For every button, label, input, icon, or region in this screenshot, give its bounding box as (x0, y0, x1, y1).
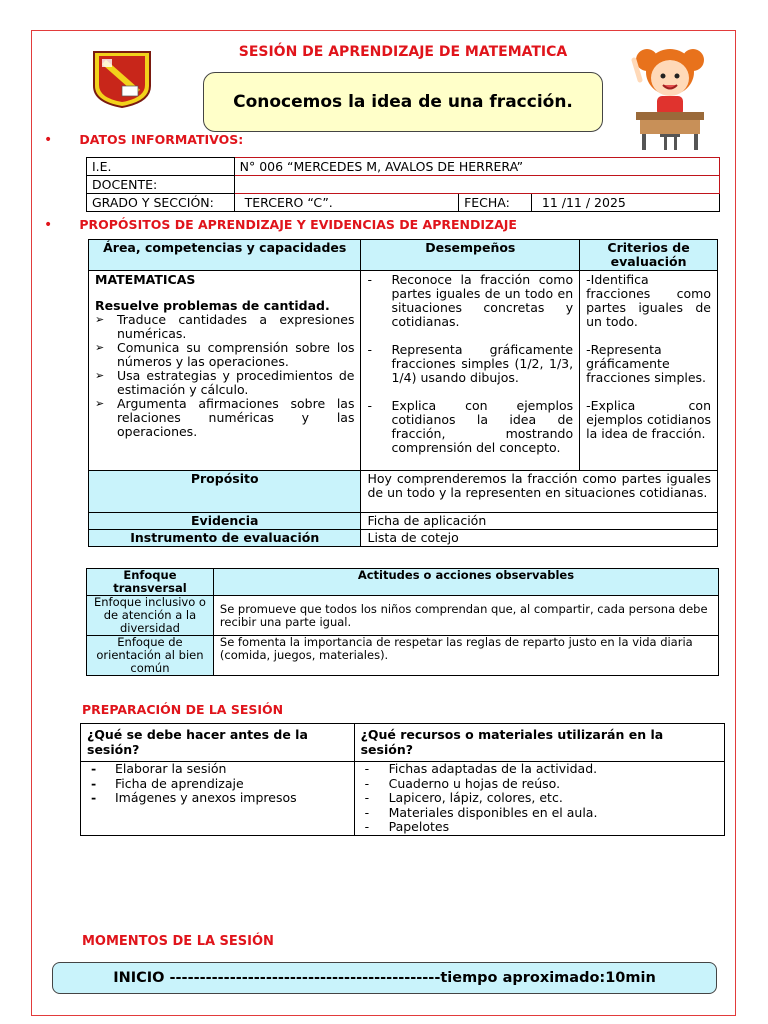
ie-label: I.E. (87, 158, 235, 176)
instrumento-label: Instrumento de evaluación (89, 530, 361, 547)
proposito-label: Propósito (89, 471, 361, 513)
col-criterios-header: Criterios de evaluación (580, 240, 718, 271)
list-item: - Papelotes (364, 819, 450, 834)
enfoque-name: Enfoque de orientación al bien común (87, 636, 214, 676)
grado-value: TERCERO “C”. (234, 194, 458, 212)
recursos-cell (354, 762, 724, 836)
bullet-icon: • (44, 132, 53, 148)
list-item: Explica con ejemplos cotidianos la idea de fracción, mostrando comprensión del concepto. (391, 398, 574, 455)
area-name: MATEMATICAS (95, 272, 196, 287)
datos-heading-text: DATOS INFORMATIVOS: (79, 132, 244, 147)
enfoque-col-header: Enfoque transversal (87, 569, 214, 596)
enfoques-table (86, 568, 719, 676)
preparacion-table (80, 723, 725, 836)
instrumento-value: Lista de cotejo (361, 530, 718, 547)
list-item: Representa gráficamente fracciones simples (1/2, 1/3, 1/4) usando dibujos. (391, 342, 574, 385)
competencia: Resuelve problemas de cantidad. (95, 298, 330, 313)
recursos-header: ¿Qué recursos o materiales utilizarán en la sesión? (354, 724, 724, 762)
proposito-value: Hoy comprenderemos la fracción como partes iguales de un todo y la representen en situaciones cotidianas. (361, 471, 718, 513)
propositos-heading-text: PROPÓSITOS DE APRENDIZAJE Y EVIDENCIAS DE APRENDIZAJE (79, 217, 517, 232)
list-item: - Ficha de aprendizaje (91, 775, 244, 791)
actitudes-col-header: Actitudes o acciones observables (213, 569, 718, 596)
antes-header: ¿Qué se debe hacer antes de la sesión? (81, 724, 355, 762)
list-item: - Imágenes y anexos impresos (91, 790, 297, 805)
criterios-cell (580, 271, 718, 471)
list-item: - Fichas adaptadas de la actividad. (364, 761, 598, 776)
list-item: -Identifica fracciones como partes iguales de un todo. (586, 272, 711, 329)
inicio-box (52, 962, 717, 994)
list-item: -Representa gráficamente fracciones simples. (586, 342, 707, 385)
area-cell (89, 271, 361, 471)
capacidades-list (95, 313, 354, 439)
student-girl-illustration (630, 40, 710, 152)
main-title: SESIÓN DE APRENDIZAJE DE MATEMATICA (238, 44, 568, 60)
list-item: - Materiales disponibles en el aula. (364, 804, 598, 820)
desempenos-cell: - Reconoce la fracción como partes iguales de un todo en situaciones concretas y cotidianas. - Representa gráficamente fracciones simples (1/2, 1/3, 1/4) usando dibujos. - Explica con ejemplos cotidianos la idea de fracción, mostrando comprensión del concepto. (361, 271, 580, 471)
list-item: ➢ Traduce cantidades a expresiones numéricas. (95, 313, 354, 341)
docente-label: DOCENTE: (87, 176, 235, 194)
datos-heading (44, 129, 243, 148)
list-item: ➢ Comunica su comprensión sobre los números y las operaciones. (95, 341, 354, 369)
evidencia-label: Evidencia (89, 513, 361, 530)
col-desempenos-header: Desempeños (361, 240, 580, 271)
propositos-table (88, 239, 718, 547)
ie-value: N° 006 “MERCEDES M, AVALOS DE HERRERA” (234, 158, 719, 176)
docente-value (234, 176, 719, 194)
propositos-heading (44, 214, 517, 233)
evidencia-value: Ficha de aplicación (361, 513, 718, 530)
list-item: - Elaborar la sesión (91, 761, 227, 776)
antes-cell (81, 762, 355, 836)
list-item: - Cuaderno u hojas de reúso. (364, 775, 561, 791)
momentos-heading: MOMENTOS DE LA SESIÓN (82, 934, 274, 949)
list-item: ➢ Usa estrategias y procedimientos de estimación y cálculo. (95, 369, 354, 397)
datos-table (86, 157, 720, 212)
list-item: Reconoce la fracción como partes iguales de un todo en situaciones concretas y cotidianas. (391, 272, 574, 329)
enfoque-name: Enfoque inclusivo o de atención a la diversidad (87, 596, 214, 636)
list-item: -Explica con ejemplos cotidianos la idea de fracción. (586, 398, 711, 441)
preparacion-heading: PREPARACIÓN DE LA SESIÓN (82, 702, 284, 717)
school-crest-logo (92, 46, 152, 108)
grado-label: GRADO Y SECCIÓN: (87, 194, 235, 212)
bullet-icon: • (44, 217, 53, 233)
session-title: Conocemos la idea de una fracción. (233, 92, 573, 112)
list-item: - Lapicero, lápiz, colores, etc. (364, 790, 563, 805)
inicio-text: INICIO ---------------------------------------------tiempo aproximado:10min (113, 970, 656, 986)
fecha-value: 11 /11 / 2025 (531, 194, 719, 212)
list-item: ➢ Argumenta afirmaciones sobre las relaciones numéricas y las operaciones. (95, 397, 354, 439)
fecha-label: FECHA: (459, 194, 532, 212)
session-title-box (203, 72, 603, 132)
enfoque-accion: Se fomenta la importancia de respetar las reglas de reparto justo en la vida diaria (comida, juegos, materiales). (213, 636, 718, 676)
col-area-header: Área, competencias y capacidades (89, 240, 361, 271)
enfoque-accion: Se promueve que todos los niños comprendan que, al compartir, cada persona debe recibir una parte igual. (213, 596, 718, 636)
